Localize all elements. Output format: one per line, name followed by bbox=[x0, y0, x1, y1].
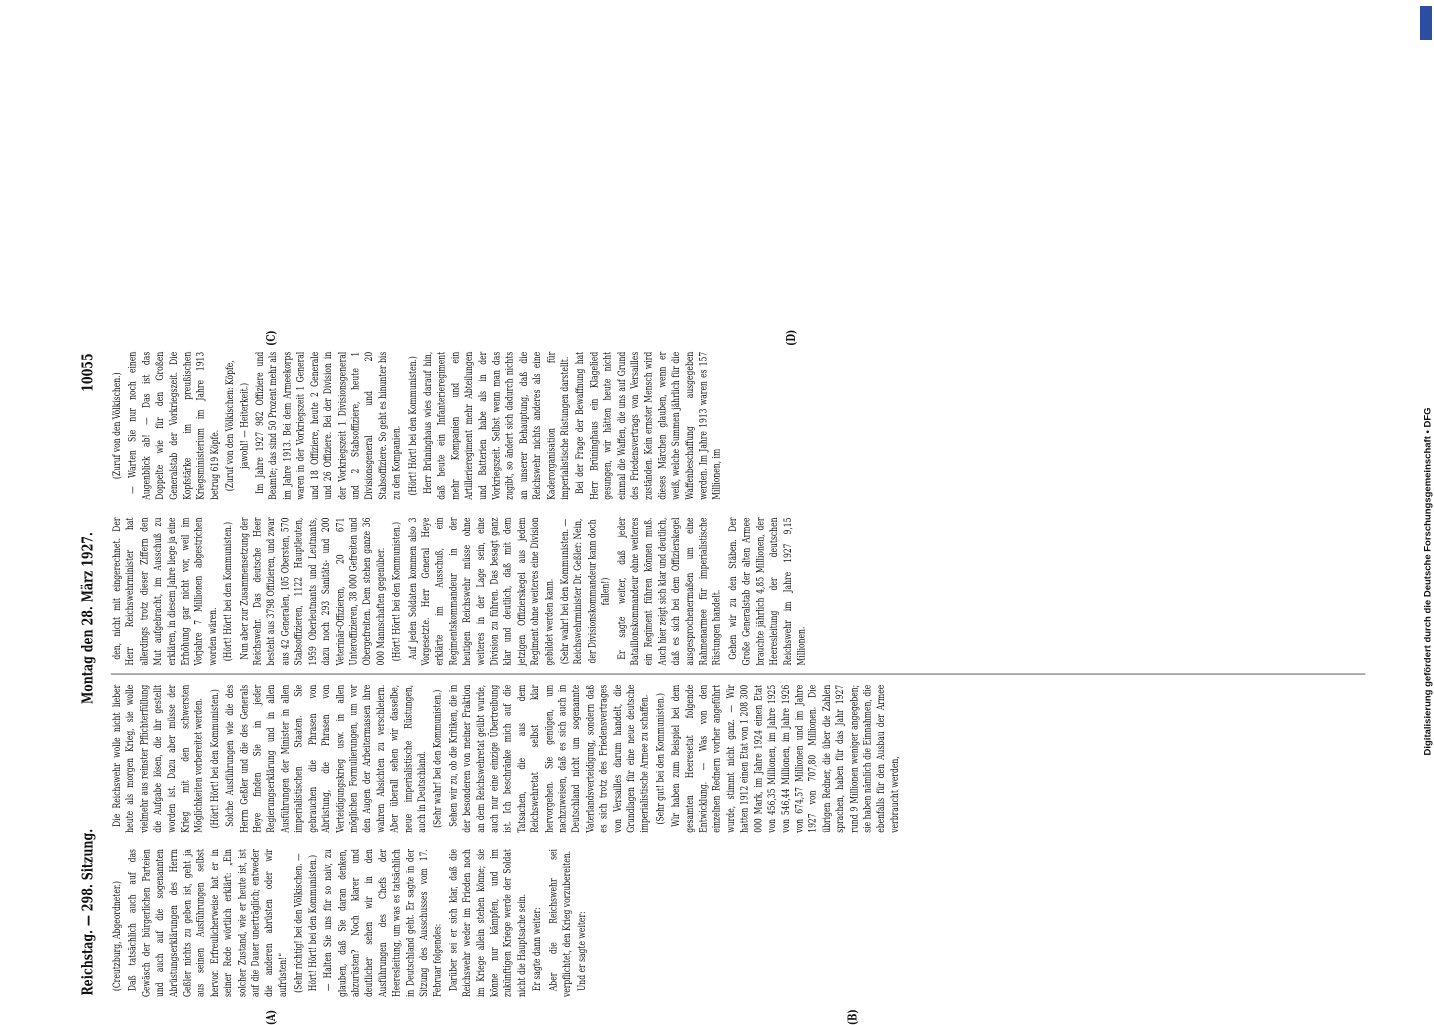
interjection: (Hört! Hört! bei den Kommunisten.) bbox=[390, 521, 403, 662]
header-left: Reichstag. — 298. Sitzung. bbox=[78, 828, 97, 996]
column-3 bbox=[111, 518, 811, 666]
paragraph: Er sagte dann weiter: bbox=[531, 907, 544, 992]
paragraph: Er sagte weiter, daß jeder Bataillonskommandeur ohne weiteres ein Regiment führen können muß. Auch hier zeigt sich klar und deutlich, daß es sich bei dem Offizierskegel ausgesprochenermaßen um eine Rahmenarmee für imperialistische Rüstungen handelt. bbox=[615, 517, 724, 666]
margin-mark-c: (C) bbox=[263, 330, 279, 346]
quote: Aber die Reichswehr sei verpflichtet, den Krieg vorzubereiten. bbox=[546, 849, 573, 998]
column-4 bbox=[111, 352, 727, 500]
column-1 bbox=[111, 849, 592, 997]
paragraph: den, nicht mit eingerechnet. Der Herr Reichswehrminister hat allerdings trotz dieser Ziffern den Mut aufgebracht, im Ausschuß zu erklären, in diesem Jahre liege ja eine Erhöhung gar nicht vor, weil im Vorjahre 7 Millionen abgestrichen worden wären. bbox=[110, 517, 219, 666]
paragraph: (Creutzburg, Abgeordneter.) bbox=[110, 880, 124, 992]
column-divider bbox=[111, 674, 1366, 675]
column-2 bbox=[111, 685, 905, 833]
quote: Darüber sei er sich klar, daß die Reichswehr weder im Frieden noch im Kriege allein stehen könne; sie könne nur kämpfen, und im zukünftigen Kriege werde der Soldat nicht die Hauptsache sein. bbox=[447, 849, 528, 998]
side-credit-text: Digitalisierung gefördert durch die Deutsche Forschungsgemeinschaft • DFG bbox=[1422, 407, 1434, 756]
paragraph: Wir haben zum Beispiel bei dem gesamten Heeresetat folgende Entwicklung. — Was von den einzelnen Rednern vorher angeführt wurde, stimmt nicht ganz. — Wir hatten 1912 einen Etat von 1 208 300 000 Mark, im Jahre 1924 einen Etat von 456,35 Millionen, im Jahre 1925 von 546,44 Millionen, im Jahre 1926 von 674,57 Millionen und im Jahre 1927 von 707,80 Millionen. Die übrigen Redner, die über die Zahlen sprachen, haben für das Jahr 1927 rund 9 Millionen weniger angegeben; sie haben nämlich die Einnahmen, die ebenfalls für den Ausbau der Armee verbraucht werden, bbox=[670, 684, 902, 833]
interjection: (Zuruf von den Völkischen: Köpfe, jawohl! — Heiterkeit.) bbox=[224, 360, 251, 492]
interjection: (Zuruf von den Völkischen.) bbox=[110, 372, 124, 480]
header-center: Montag den 28. März 1927. bbox=[78, 532, 97, 704]
quote: Die Reichswehr wolle nicht lieber heute als morgen Krieg, sie wolle vielmehr aus reinster Pflichterfüllung die Aufgabe lösen, die ihr gestellt worden ist. Dazu aber müsse der Krieg mit den schwersten Möglichkeiten vorbereitet werden. bbox=[110, 684, 206, 833]
interjection: (Sehr richtig! bei den Völkischen. — Hört! Hört! bei den Kommunisten.) bbox=[292, 853, 319, 993]
paragraph: Herr Brüninghaus wies darauf hin, daß heute ein Infanterieregiment mehr Kompanien und ein Artillerieregiment mehr Abteilungen und Batterien habe als in der Vorkriegszeit. Selbst wenn man das zugibt, so ändert sich dadurch nichts an unserer Behauptung, daß die Reichswehr nichts anderes als eine Kaderorganisation für imperialistische Rüstungen darstellt. bbox=[421, 351, 571, 500]
paragraph: Im Jahre 1927 982 Offiziere und Beamte; das sind 50 Prozent mehr als im Jahre 1913. Bei dem Armeekorps waren in der Vorkriegszeit 1 General und 18 Offiziere, heute 2 Generale und 26 Offiziere. Bei der Division in der Vorkriegszeit 1 Divisionsgeneral und 2 Stabsoffiziere, heute 1 Divisionsgeneral und 20 Stabsoffiziere. So geht es hinunter bis zu den Kompanien. bbox=[253, 351, 403, 500]
interjection: (Hört! Hört! bei den Kommunisten.) bbox=[406, 356, 419, 496]
margin-mark-a: (A) bbox=[263, 1009, 279, 1025]
side-credit bbox=[1418, 200, 1432, 760]
margin-mark-b: (B) bbox=[845, 1009, 860, 1025]
paragraph: Bei der Frage der Bewaffnung hat Herr Brüninghaus ein Klagelied gesungen, wir hätten heute nicht einmal die Waffen, die uns auf Grund des Friedensvertrags von Versailles zuständen. Kein ernster Mensch wird dieses Märchen glauben, wenn er weiß, welche Summen jährlich für die Waffenbeschaffung ausgegeben werden. Im Jahre 1913 waren es 157 Millionen, im bbox=[574, 351, 724, 500]
paragraph: Solche Ausführungen wie die des Herrn Geßler und die des Generals Heye finden Sie in jeder Regierungserklärung und in allen Ausführungen der Minister in allen imperialistischen Staaten. Sie gebrauchen die Phrasen von Abrüstung, die Phrasen von Verteidigungskrieg usw. in allen möglichen Formulierungen, um vor den Augen der Arbeitermassen ihre wahren Absichten zu verschleiern. Aber überall sehen wir dasselbe, neue imperialistische Rüstungen, auch in Deutschland. bbox=[224, 684, 428, 833]
paragraph: Gehen wir zu den Stäben. Der Große Generalstab der alten Armee brauchte jährlich 4,85 Millionen, der Heeresleitung der deutschen Reichswehr im Jahre 1927 9,15 Millionen. bbox=[726, 517, 808, 666]
interjection: (Hört! Hört! bei den Kommunisten.) bbox=[222, 521, 235, 662]
page-header bbox=[70, 349, 105, 1000]
paragraph: — Warten Sie nur noch einen Augenblick ab! — Das ist das Doppelte wie für den Großen Generalstab der Vorkriegszeit. Die Kopfstärke im preußischen Kriegsministerium im Jahre 1913 betrug 619 Köpfe. bbox=[126, 351, 221, 500]
paragraph: Nun aber zur Zusammensetzung der Reichswehr. Das deutsche Heer besteht aus 3798 Offizieren, und zwar aus 42 Generalen, 105 Obersten, 570 Stabsoffizieren, 1122 Hauptleuten, 1959 Oberleutnants und Leutnants, dazu noch 293 Sanitäts- und 200 Veterinär-Offizieren, 20 671 Unteroffizieren, 38 000 Gefreiten und Obergefreiten. Dem stehen ganze 36 000 Mannschaften gegenüber. bbox=[237, 517, 387, 666]
paragraph: Auf jeden Soldaten kommen also 3 Vorgesetzte. Herr General Heye erklärte im Ausschuß, ein Regimentskommandeur in der heutigen Reichswehr müsse ohne weiteres in der Lage sein, eine Division zu führen. Das besagt ganz klar und deutlich, daß mit dem jetzigen Offizierskegel aus jedem Regiment ohne weiteres eine Division gebildet werden kann. bbox=[406, 517, 556, 666]
paragraph: — Halten Sie uns für so naiv, zu glauben, daß Sie daran denken, abzurüsten? Noch klarer und deutlicher sehen wir in den Ausführungen des Chefs der Heeresleitung, um was es tatsächlich in Deutschland geht. Er sagte in der Sitzung des Ausschusses vom 17. Februar folgendes: bbox=[322, 849, 444, 998]
rotated-page-content bbox=[70, 329, 1396, 1025]
paragraph: Sehen wir zu, ob die Kritiken, die in der besonderen von meiner Fraktion an dem Reichswehretat geübt wurde, auch nur eine einzige Übertreibung ist. Ich beschränke mich auf die Tatsachen, die aus dem Reichswehretat selbst klar hervorgehen. Sie genügen, um nachzuweisen, daß es sich auch in Deutschland nicht um sogenannte Vaterlandsverteidigung, sondern daß es sich trotz des Friedensvertrages von Versailles darum handelt, die Grundlagen für eine neue deutsche imperialistische Armee zu schaffen. bbox=[447, 684, 651, 833]
margin-mark-d: (D) bbox=[784, 329, 799, 346]
paragraph: Daß tatsächlich auch auf das Gewäsch der bürgerlichen Parteien und auch auf die sogenannten Abrüstungserklärungen des Herrn Geßler nichts zu geben ist, geht ja aus seinen Ausführungen selbst hervor. Erfreulicherweise hat er in seiner Rede wörtlich erklärt: „Ein solcher Zustand, wie er heute ist, ist auf die Dauer unerträglich; entweder die anderen abrüsten oder wir aufrüsten!“ bbox=[126, 849, 290, 998]
paragraph: Und er sagte weiter: bbox=[576, 911, 589, 992]
dfg-logo bbox=[1420, 6, 1432, 40]
interjection: (Hört! Hört! bei den Kommunisten.) bbox=[208, 689, 221, 829]
interjection: (Sehr wahr! bei den Kommunisten.) bbox=[431, 689, 444, 828]
interjection: (Sehr wahr! bei den Kommunisten. — Reichswehrminister Dr. Geßler: Nein, der Divisionskommandeur kann doch fallen!) bbox=[558, 518, 612, 665]
page-number: 10055 bbox=[78, 353, 97, 392]
interjection: (Sehr gut! bei den Kommunisten.) bbox=[654, 692, 667, 825]
